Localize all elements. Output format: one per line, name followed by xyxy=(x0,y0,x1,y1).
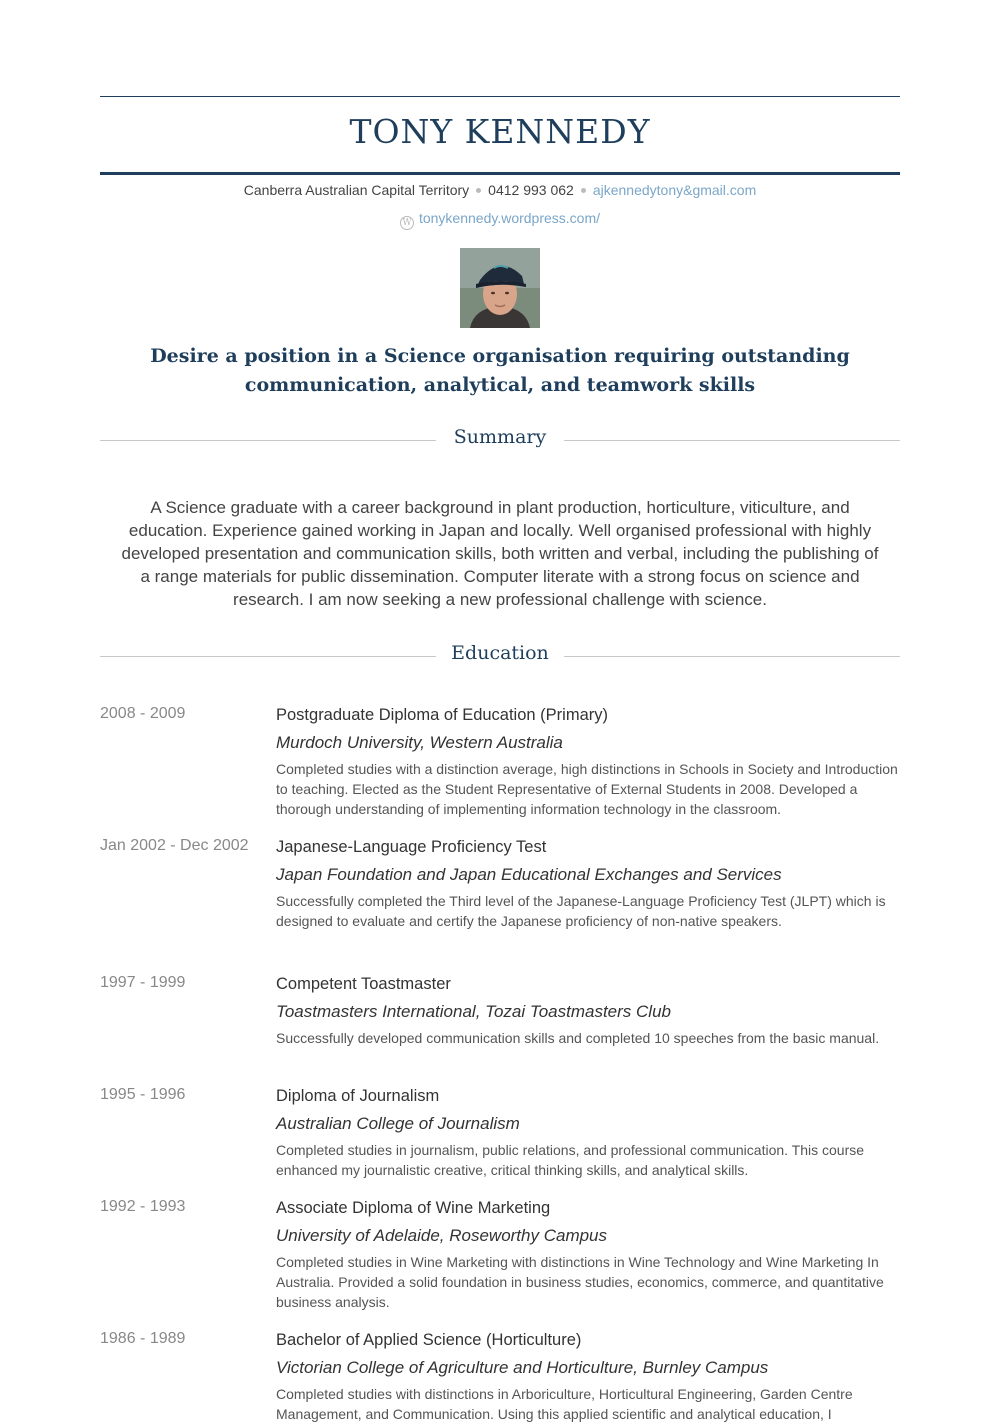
education-description: Completed studies in journalism, public relations, and professional communication. This course enhanced my journalistic creative, critical thinking skills, and analytical skills. xyxy=(276,1142,865,1178)
education-degree: Associate Diploma of Wine Marketing xyxy=(276,1199,551,1217)
email-link[interactable]: ajkennedytony&gmail.com xyxy=(592,182,757,198)
education-school: Murdoch University, Western Australia xyxy=(276,733,563,752)
education-degree: Diploma of Journalism xyxy=(276,1087,440,1105)
education-description: Completed studies in Wine Marketing with distinctions in Wine Technology and Wine Marketing In Australia. Provided a solid foundation in business studies, economics, commerce, and quantitative business analysis. xyxy=(276,1254,884,1310)
education-description: Completed studies with distinctions in Arboriculture, Horticultural Engineering, Garden Centre Management, and Communication. Using this applied scientific and analytical education, I xyxy=(276,1386,853,1422)
education-school: Japan Foundation and Japan Educational Exchanges and Services xyxy=(276,865,782,884)
education-description: Successfully completed the Third level of the Japanese-Language Proficiency Test (JLPT) which is designed to evaluate and certify the Japanese proficiency of non-native speakers. xyxy=(276,893,886,929)
resume-page xyxy=(100,0,900,1422)
profile-photo xyxy=(460,248,540,328)
education-school: Victorian College of Agriculture and Horticulture, Burnley Campus xyxy=(276,1358,769,1377)
website-link[interactable]: tonykennedy.wordpress.com/ xyxy=(418,210,601,226)
phone-text: 0412 993 062 xyxy=(488,182,574,198)
location-text: Canberra Australian Capital Territory xyxy=(243,182,470,198)
profile-photo-image xyxy=(460,248,540,328)
education-date: 1986 - 1989 xyxy=(100,1330,186,1347)
separator-dot-icon xyxy=(476,188,481,193)
education-date: 2008 - 2009 xyxy=(100,705,186,722)
education-date: 1995 - 1996 xyxy=(100,1086,186,1103)
summary-section-heading xyxy=(100,426,900,456)
education-degree: Postgraduate Diploma of Education (Primary) xyxy=(276,706,608,724)
header-top-rule xyxy=(100,96,900,97)
education-school: Australian College of Journalism xyxy=(276,1114,520,1133)
candidate-name: TONY KENNEDY xyxy=(349,112,651,151)
heading-rule-right xyxy=(564,440,900,441)
education-description: Completed studies with a distinction average, high distinctions in Schools in Society and Introduction to teaching. Elected as the Student Representative of External Students in 2008. Developed a thorough understanding of implementing information technology in the classroom. xyxy=(276,761,898,817)
education-description: Successfully developed communication skills and completed 10 speeches from the basic manual. xyxy=(276,1030,880,1046)
summary-text: A Science graduate with a career background in plant production, horticulture, viticulture, and education. Experience gained working in Japan and locally. Well organised professional with highly developed presentation and communication skills, both written and verbal, including the publishing of a range materials for public dissemination. Computer literate with a strong focus on science and research. I am now seeking a new professional challenge with science. xyxy=(121,498,879,609)
website-line xyxy=(100,210,900,230)
summary-title: Summary xyxy=(453,426,547,448)
education-school: University of Adelaide, Roseworthy Campus xyxy=(276,1226,608,1245)
education-date: 1997 - 1999 xyxy=(100,974,186,991)
contact-line xyxy=(100,182,900,198)
wordpress-icon: W xyxy=(400,216,414,230)
education-date: 1992 - 1993 xyxy=(100,1198,186,1215)
education-date: Jan 2002 - Dec 2002 xyxy=(100,837,249,854)
heading-rule-right xyxy=(564,656,900,657)
education-degree: Japanese-Language Proficiency Test xyxy=(276,838,547,856)
education-degree: Bachelor of Applied Science (Horticulture) xyxy=(276,1331,582,1349)
header-bottom-rule xyxy=(100,172,900,175)
separator-dot-icon xyxy=(581,188,586,193)
objective-statement: Desire a position in a Science organisation requiring outstanding communication, analytical, and teamwork skills xyxy=(150,345,850,396)
education-school: Toastmasters International, Tozai Toastmasters Club xyxy=(276,1002,671,1021)
education-section-heading xyxy=(100,642,900,672)
education-title: Education xyxy=(451,642,549,664)
education-degree: Competent Toastmaster xyxy=(276,975,451,993)
